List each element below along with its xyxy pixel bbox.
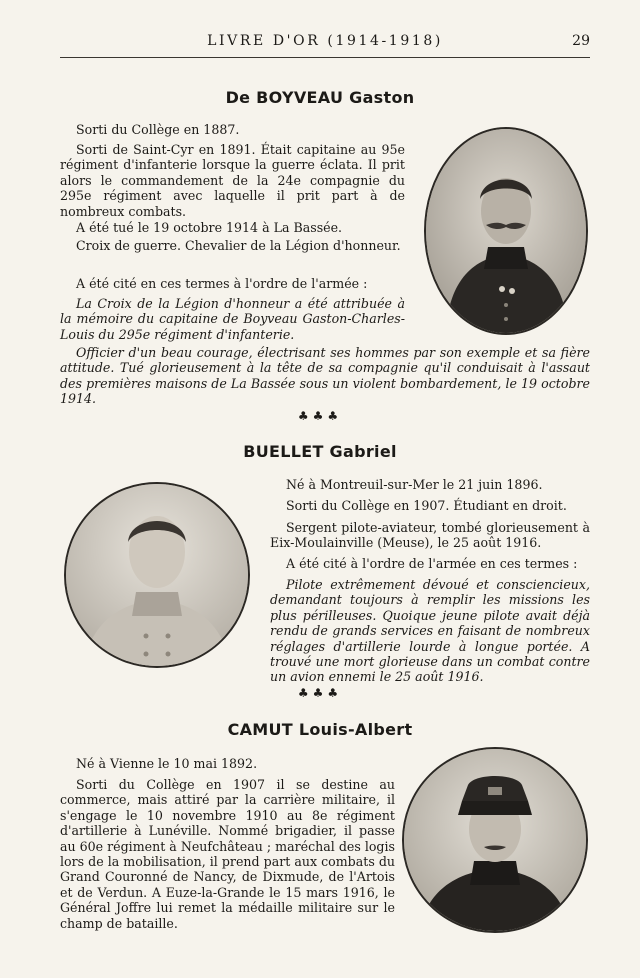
portrait-boyveau (424, 127, 588, 335)
paragraph: A été tué le 19 octobre 1914 à La Bassée. (76, 220, 343, 235)
paragraph: Sorti du Collège en 1887. (76, 122, 240, 137)
portrait-image (426, 129, 586, 333)
portrait-image (66, 484, 248, 666)
paragraph: Né à Montreuil-sur-Mer le 21 juin 1896. (286, 477, 543, 492)
paragraph: Sorti de Saint-Cyr en 1891. Était capitaine au 95e régiment d'infanterie lorsque la guerre éclata. Il prit alors le commandement de la 24e compagnie du 295e régiment avec laquelle il prit part à de nombreux combats. (60, 142, 405, 219)
citation-paragraph: Pilote extrêmement dévoué et consciencieux, demandant toujours à remplir les missions les plus périlleuses. Quoique jeune pilote avait déjà rendu de grands services en faisant de nombreux réglages d'artillerie lourde à longue portée. A trouvé une mort glorieuse dans un combat contre un avion ennemi le 25 août 1916. (270, 577, 590, 685)
entry-name-buellet: BUELLET Gabriel (243, 442, 397, 461)
ornament-divider: ♣♣♣ (297, 686, 343, 700)
paragraph: Croix de guerre. Chevalier de la Légion d'honneur. (76, 238, 401, 253)
portrait-image (404, 749, 586, 931)
citation-paragraph: Officier d'un beau courage, électrisant ses hommes par son exemple et sa fière attitude. Tué glorieusement à la tête de sa compagnie qu'il conduisait à l'assaut des premières maisons de La Bassée sous un violent bombardement, le 19 octobre 1914. (60, 345, 590, 407)
entry-name-boyveau: De BOYVEAU Gaston (225, 88, 415, 107)
citation-paragraph: La Croix de la Légion d'honneur a été attribuée à la mémoire du capitaine de Boyveau Gaston-Charles-Louis du 295e régiment d'infanterie. (60, 296, 405, 342)
book-title: LIVRE D'OR (1914-1918) (207, 33, 443, 49)
portrait-camut (402, 747, 588, 933)
paragraph: Sorti du Collège en 1907. Étudiant en droit. (286, 498, 567, 513)
paragraph: A été cité à l'ordre de l'armée en ces termes : (286, 556, 578, 571)
paragraph: Sorti du Collège en 1907 il se destine au commerce, mais attiré par la carrière militaire, il s'engage le 10 novembre 1910 au 8e régiment d'artillerie à Lunéville. Nommé brigadier, il passe au 60e régiment à Neufchâteau ; maréchal des logis lors de la mobilisation, il prend part aux combats du Grand Couronné de Nancy, de Dixmude, de l'Artois et de Verdun. A Euze-la-Grande le 15 mars 1916, le Général Joffre lui remet la médaille militaire sur le champ de bataille. (60, 777, 395, 931)
entry-name-camut: CAMUT Louis-Albert (227, 720, 413, 739)
ornament-divider: ♣♣♣ (297, 409, 343, 423)
page-number: 29 (572, 33, 590, 49)
portrait-buellet (64, 482, 250, 668)
paragraph: Sergent pilote-aviateur, tombé glorieusement à Eix-Moulainville (Meuse), le 25 août 1916. (270, 520, 590, 551)
paragraph: Né à Vienne le 10 mai 1892. (76, 756, 258, 771)
paragraph: A été cité en ces termes à l'ordre de l'armée : (76, 276, 368, 291)
running-header (60, 33, 590, 58)
